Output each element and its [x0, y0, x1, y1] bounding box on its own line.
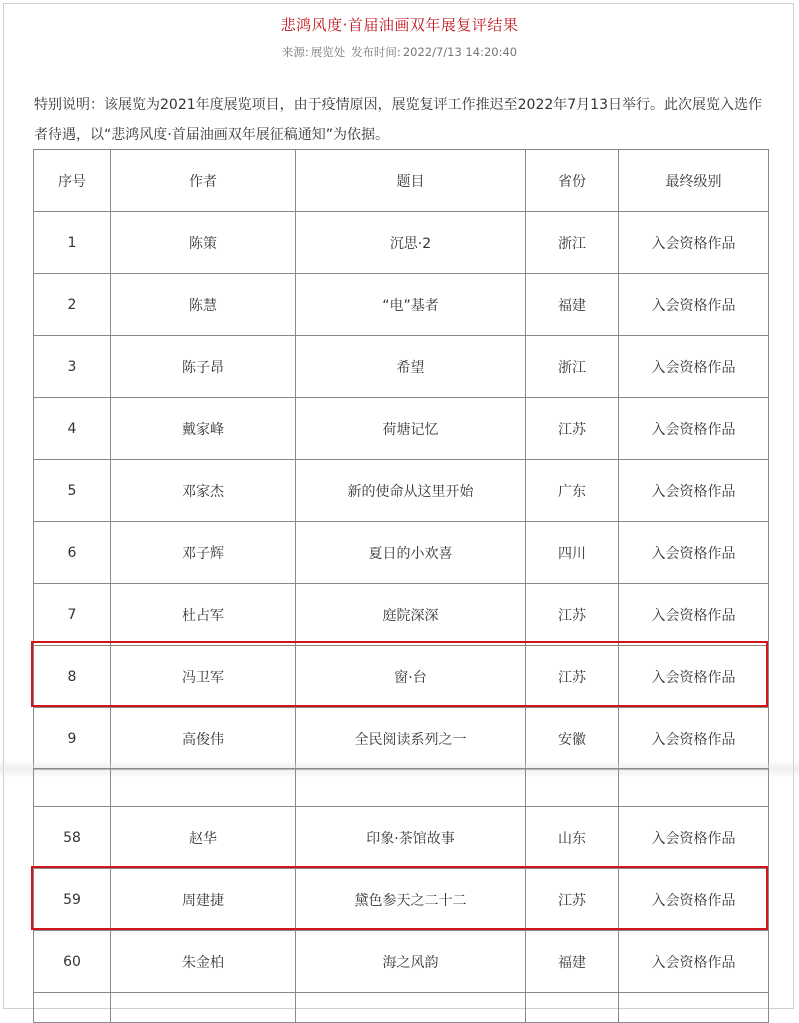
- cell-province: 浙江: [526, 212, 619, 274]
- cell-province: 江苏: [526, 398, 619, 460]
- table-row-partial: [34, 993, 769, 1023]
- col-header-author: 作者: [111, 150, 296, 212]
- cell-author: 陈慧: [111, 274, 296, 336]
- cell-title: 希望: [296, 336, 526, 398]
- cell-author: 周建捷: [111, 869, 296, 931]
- cell-level: 入会资格作品: [619, 584, 769, 646]
- table-row: [34, 931, 769, 993]
- table-row: [34, 460, 769, 522]
- cell-level: 入会资格作品: [619, 708, 769, 770]
- table-row: [34, 398, 769, 460]
- cell-level: 入会资格作品: [619, 336, 769, 398]
- cell-level: 入会资格作品: [619, 398, 769, 460]
- cell-number: 5: [34, 460, 111, 522]
- cell-author: 陈策: [111, 212, 296, 274]
- cell-author: 陈子昂: [111, 336, 296, 398]
- cell-province: 福建: [526, 931, 619, 993]
- cell-title: 新的使命从这里开始: [296, 460, 526, 522]
- table-header-row: [34, 150, 769, 212]
- cell-number: 8: [34, 646, 111, 708]
- cell-title: 全民阅读系列之一: [296, 708, 526, 770]
- table-row: [34, 274, 769, 336]
- col-header-level: 最终级别: [619, 150, 769, 212]
- source-value: 展览处: [310, 45, 346, 59]
- table-row: [34, 807, 769, 869]
- cell-number: 58: [34, 807, 111, 869]
- cell-province: 四川: [526, 522, 619, 584]
- article-title: 悲鸿风度·首届油画双年展复评结果: [280, 16, 519, 34]
- cell-author: 朱金柏: [111, 931, 296, 993]
- cell-level: 入会资格作品: [619, 807, 769, 869]
- col-header-province: 省份: [526, 150, 619, 212]
- cell-title: 印象·茶馆故事: [296, 807, 526, 869]
- cell-number: 59: [34, 869, 111, 931]
- table-row-empty: [34, 769, 769, 807]
- cell-level: 入会资格作品: [619, 646, 769, 708]
- article-meta: [0, 44, 799, 60]
- cell-title: 夏日的小欢喜: [296, 522, 526, 584]
- cell-province: 山东: [526, 807, 619, 869]
- cell-title: 窗·台: [296, 646, 526, 708]
- cell-title: 黛色参天之二十二: [296, 869, 526, 931]
- table-row: [34, 522, 769, 584]
- cell-number: 6: [34, 522, 111, 584]
- cell-province: 福建: [526, 274, 619, 336]
- published-label: 发布时间:: [350, 45, 401, 59]
- cell-level: 入会资格作品: [619, 460, 769, 522]
- published-value: 2022/7/13 14:20:40: [402, 45, 518, 59]
- cell-title: 海之风韵: [296, 931, 526, 993]
- cell-author: 邓子辉: [111, 522, 296, 584]
- cell-level: 入会资格作品: [619, 931, 769, 993]
- highlight-box-row-8: [31, 641, 768, 707]
- cell-author: 冯卫军: [111, 646, 296, 708]
- cell-level: 入会资格作品: [619, 869, 769, 931]
- cell-number: 4: [34, 398, 111, 460]
- col-header-number: 序号: [34, 150, 111, 212]
- cell-number: 1: [34, 212, 111, 274]
- col-header-title: 题目: [296, 150, 526, 212]
- cell-number: 60: [34, 931, 111, 993]
- cell-number: 2: [34, 274, 111, 336]
- cell-title: 庭院深深: [296, 584, 526, 646]
- cell-author: 赵华: [111, 807, 296, 869]
- cell-number: 7: [34, 584, 111, 646]
- cell-title: “电”基者: [296, 274, 526, 336]
- cell-author: 高俊伟: [111, 708, 296, 770]
- cell-province: 安徽: [526, 708, 619, 770]
- cell-level: 入会资格作品: [619, 274, 769, 336]
- table-row: [34, 584, 769, 646]
- special-note: 特别说明：该展览为2021年度展览项目，由于疫情原因，展览复评工作推迟至2022年7月13日举行。此次展览入选作者待遇，以“悲鸿风度·首届油画双年展征稿通知”为依据。: [34, 97, 762, 143]
- cell-author: 杜占军: [111, 584, 296, 646]
- cell-title: 荷塘记忆: [296, 398, 526, 460]
- cell-author: 戴家峰: [111, 398, 296, 460]
- source-label: 来源:: [281, 45, 309, 59]
- cell-level: 入会资格作品: [619, 212, 769, 274]
- cell-author: 邓家杰: [111, 460, 296, 522]
- table-row: [34, 336, 769, 398]
- table-row: [34, 212, 769, 274]
- cell-province: 江苏: [526, 646, 619, 708]
- cell-number: 3: [34, 336, 111, 398]
- highlight-box-row-59: [31, 866, 768, 930]
- cell-province: 江苏: [526, 584, 619, 646]
- cell-province: 浙江: [526, 336, 619, 398]
- cell-province: 广东: [526, 460, 619, 522]
- cell-title: 沉思·2: [296, 212, 526, 274]
- cell-number: 9: [34, 708, 111, 770]
- cell-province: 江苏: [526, 869, 619, 931]
- cell-level: 入会资格作品: [619, 522, 769, 584]
